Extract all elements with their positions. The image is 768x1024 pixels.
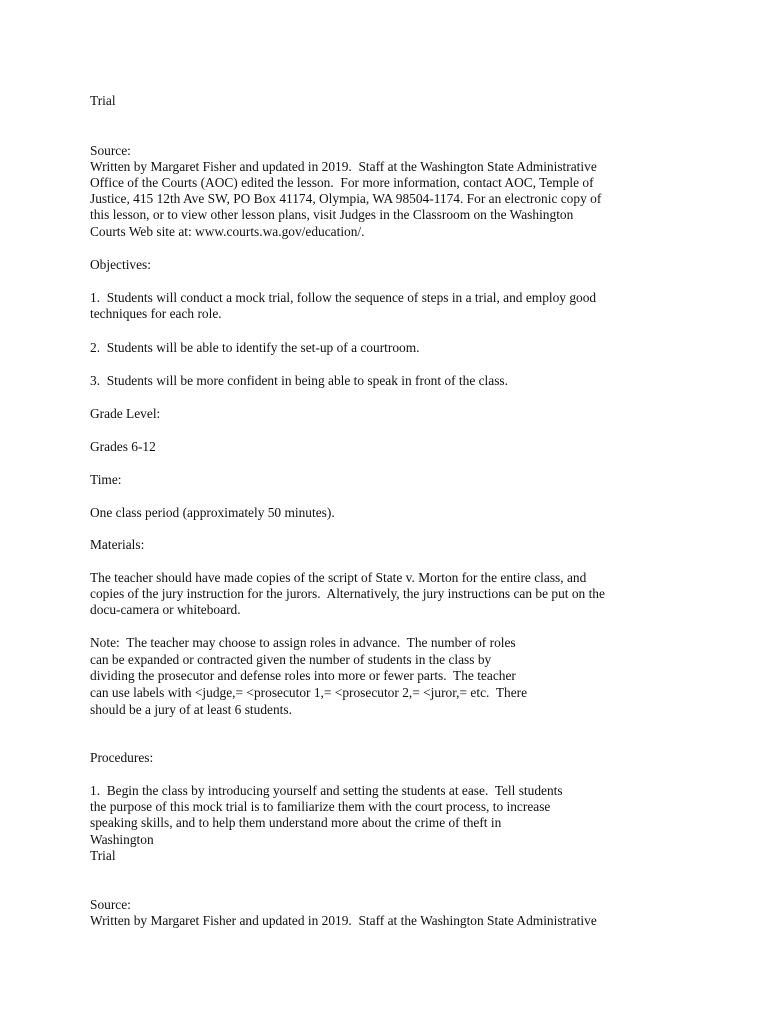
note-line: dividing the prosecutor and defense roles into more or fewer parts. The teacher: [90, 668, 516, 683]
source-line: Courts Web site at: www.courts.wa.gov/education/.: [90, 224, 365, 239]
source-line: Office of the Courts (AOC) edited the lesson. For more information, contact AOC, Temple of: [90, 175, 594, 190]
repeated-title: Trial: [90, 848, 116, 863]
materials-line: docu-camera or whiteboard.: [90, 602, 241, 617]
source-line: this lesson, or to view other lesson plans, visit Judges in the Classroom on the Washington: [90, 207, 574, 222]
grade-level-value: Grades 6-12: [90, 439, 156, 454]
repeated-source-line: Written by Margaret Fisher and updated in 2019. Staff at the Washington State Administrative: [90, 913, 597, 928]
procedures-heading: Procedures:: [90, 750, 154, 765]
source-line: Justice, 415 12th Ave SW, PO Box 41174, Olympia, WA 98504-1174. For an electronic copy of: [90, 191, 602, 206]
objective-item: techniques for each role.: [90, 306, 222, 321]
doc-title: Trial: [90, 93, 116, 108]
objective-item: 3. Students will be more confident in being able to speak in front of the class.: [90, 373, 508, 388]
materials-heading: Materials:: [90, 537, 145, 552]
grade-level-heading: Grade Level:: [90, 406, 161, 421]
repeated-source-heading: Source:: [90, 897, 131, 912]
objectives-heading: Objectives:: [90, 257, 151, 272]
source-line: Written by Margaret Fisher and updated in 2019. Staff at the Washington State Administrative: [90, 159, 597, 174]
procedure-line: Washington: [90, 832, 154, 847]
objective-item: 1. Students will conduct a mock trial, follow the sequence of steps in a trial, and employ good: [90, 290, 597, 305]
procedure-line: 1. Begin the class by introducing yourself and setting the students at ease. Tell students: [90, 783, 563, 798]
note-line: should be a jury of at least 6 students.: [90, 702, 292, 717]
materials-line: copies of the jury instruction for the jurors. Alternatively, the jury instructions can be put on the: [90, 586, 605, 601]
materials-line: The teacher should have made copies of the script of State v. Morton for the entire class, and: [90, 570, 587, 585]
source-heading: Source:: [90, 143, 131, 158]
time-value: One class period (approximately 50 minutes).: [90, 505, 335, 520]
time-heading: Time:: [90, 472, 122, 487]
note-line: can be expanded or contracted given the number of students in the class by: [90, 652, 492, 667]
note-line: Note: The teacher may choose to assign roles in advance. The number of roles: [90, 635, 516, 650]
note-line: can use labels with <judge,= <prosecutor 1,= <prosecutor 2,= <juror,= etc. There: [90, 685, 528, 700]
procedure-line: the purpose of this mock trial is to familiarize them with the court process, to increase: [90, 799, 551, 814]
procedure-line: speaking skills, and to help them understand more about the crime of theft in: [90, 815, 502, 830]
objective-item: 2. Students will be able to identify the set-up of a courtroom.: [90, 340, 420, 355]
